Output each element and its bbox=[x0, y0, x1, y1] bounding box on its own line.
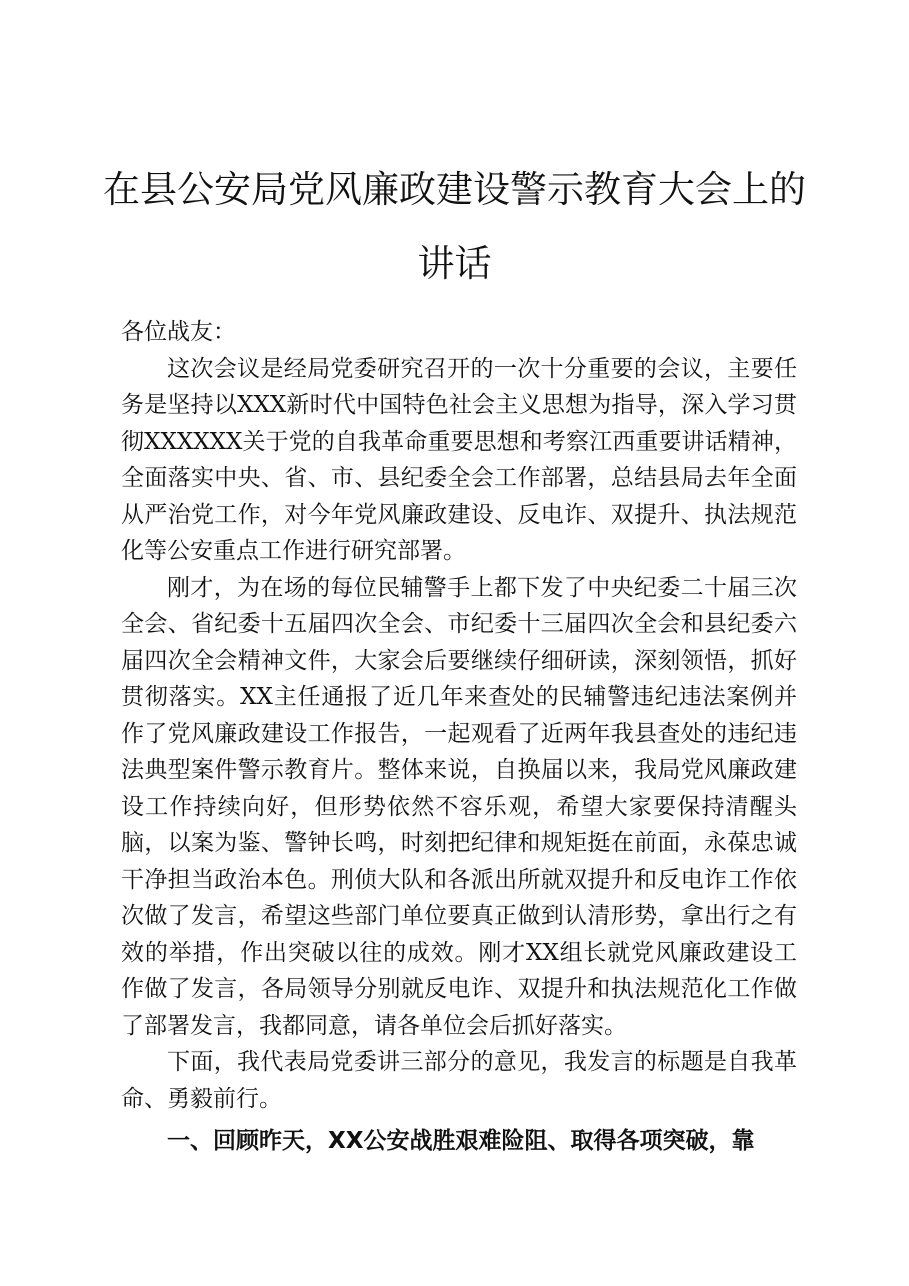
document-title: 在县公安局党风廉政建设警示教育大会上的讲话 bbox=[103, 168, 806, 285]
paragraph-outline: 下面，我代表局党委讲三部分的意见，我发言的标题是自我革命、勇毅前行。 bbox=[121, 1049, 797, 1112]
document-body bbox=[121, 314, 797, 1160]
section-heading: 一、回顾昨天，XX公安战胜艰难险阻、取得各项突破，靠 bbox=[167, 1128, 755, 1154]
paragraph-intro: 这次会议是经局党委研究召开的一次十分重要的会议，主要任务是坚持以XXX新时代中国特色社会主义思想为指导，深入学习贯彻XXXXXX关于党的自我革命重要思想和考察江西重要讲话精神，全面落实中央、省、市、县纪委全会工作部署，总结县局去年全面从严治党工作，对今年党风廉政建设、反电诈、双提升、执法规范化等公安重点工作进行研究部署。 bbox=[121, 355, 797, 564]
paragraph-review: 刚才，为在场的每位民辅警手上都下发了中央纪委二十届三次全会、省纪委十五届四次全会、市纪委十三届四次全会和县纪委六届四次全会精神文件，大家会后要继续仔细研读，深刻领悟，抓好贯彻落实。XX主任通报了近几年来查处的民辅警违纪违法案例并作了党风廉政建设工作报告，一起观看了近两年我县查处的违纪违法典型案件警示教育片。整体来说，自换届以来，我局党风廉政建设工作持续向好，但形势依然不容乐观，希望大家要保持清醒头脑，以案为鉴、警钟长鸣，时刻把纪律和规矩挺在前面，永葆忠诚干净担当政治本色。刑侦大队和各派出所就双提升和反电诈工作依次做了发言，希望这些部门单位要真正做到认清形势，拿出行之有效的举措，作出突破以往的成效。刚才XX组长就党风廉政建设工作做了发言，各局领导分别就反电诈、双提升和执法规范化工作做了部署发言，我都同意，请各单位会后抓好落实。 bbox=[121, 574, 797, 1039]
salutation: 各位战友： bbox=[121, 319, 236, 345]
